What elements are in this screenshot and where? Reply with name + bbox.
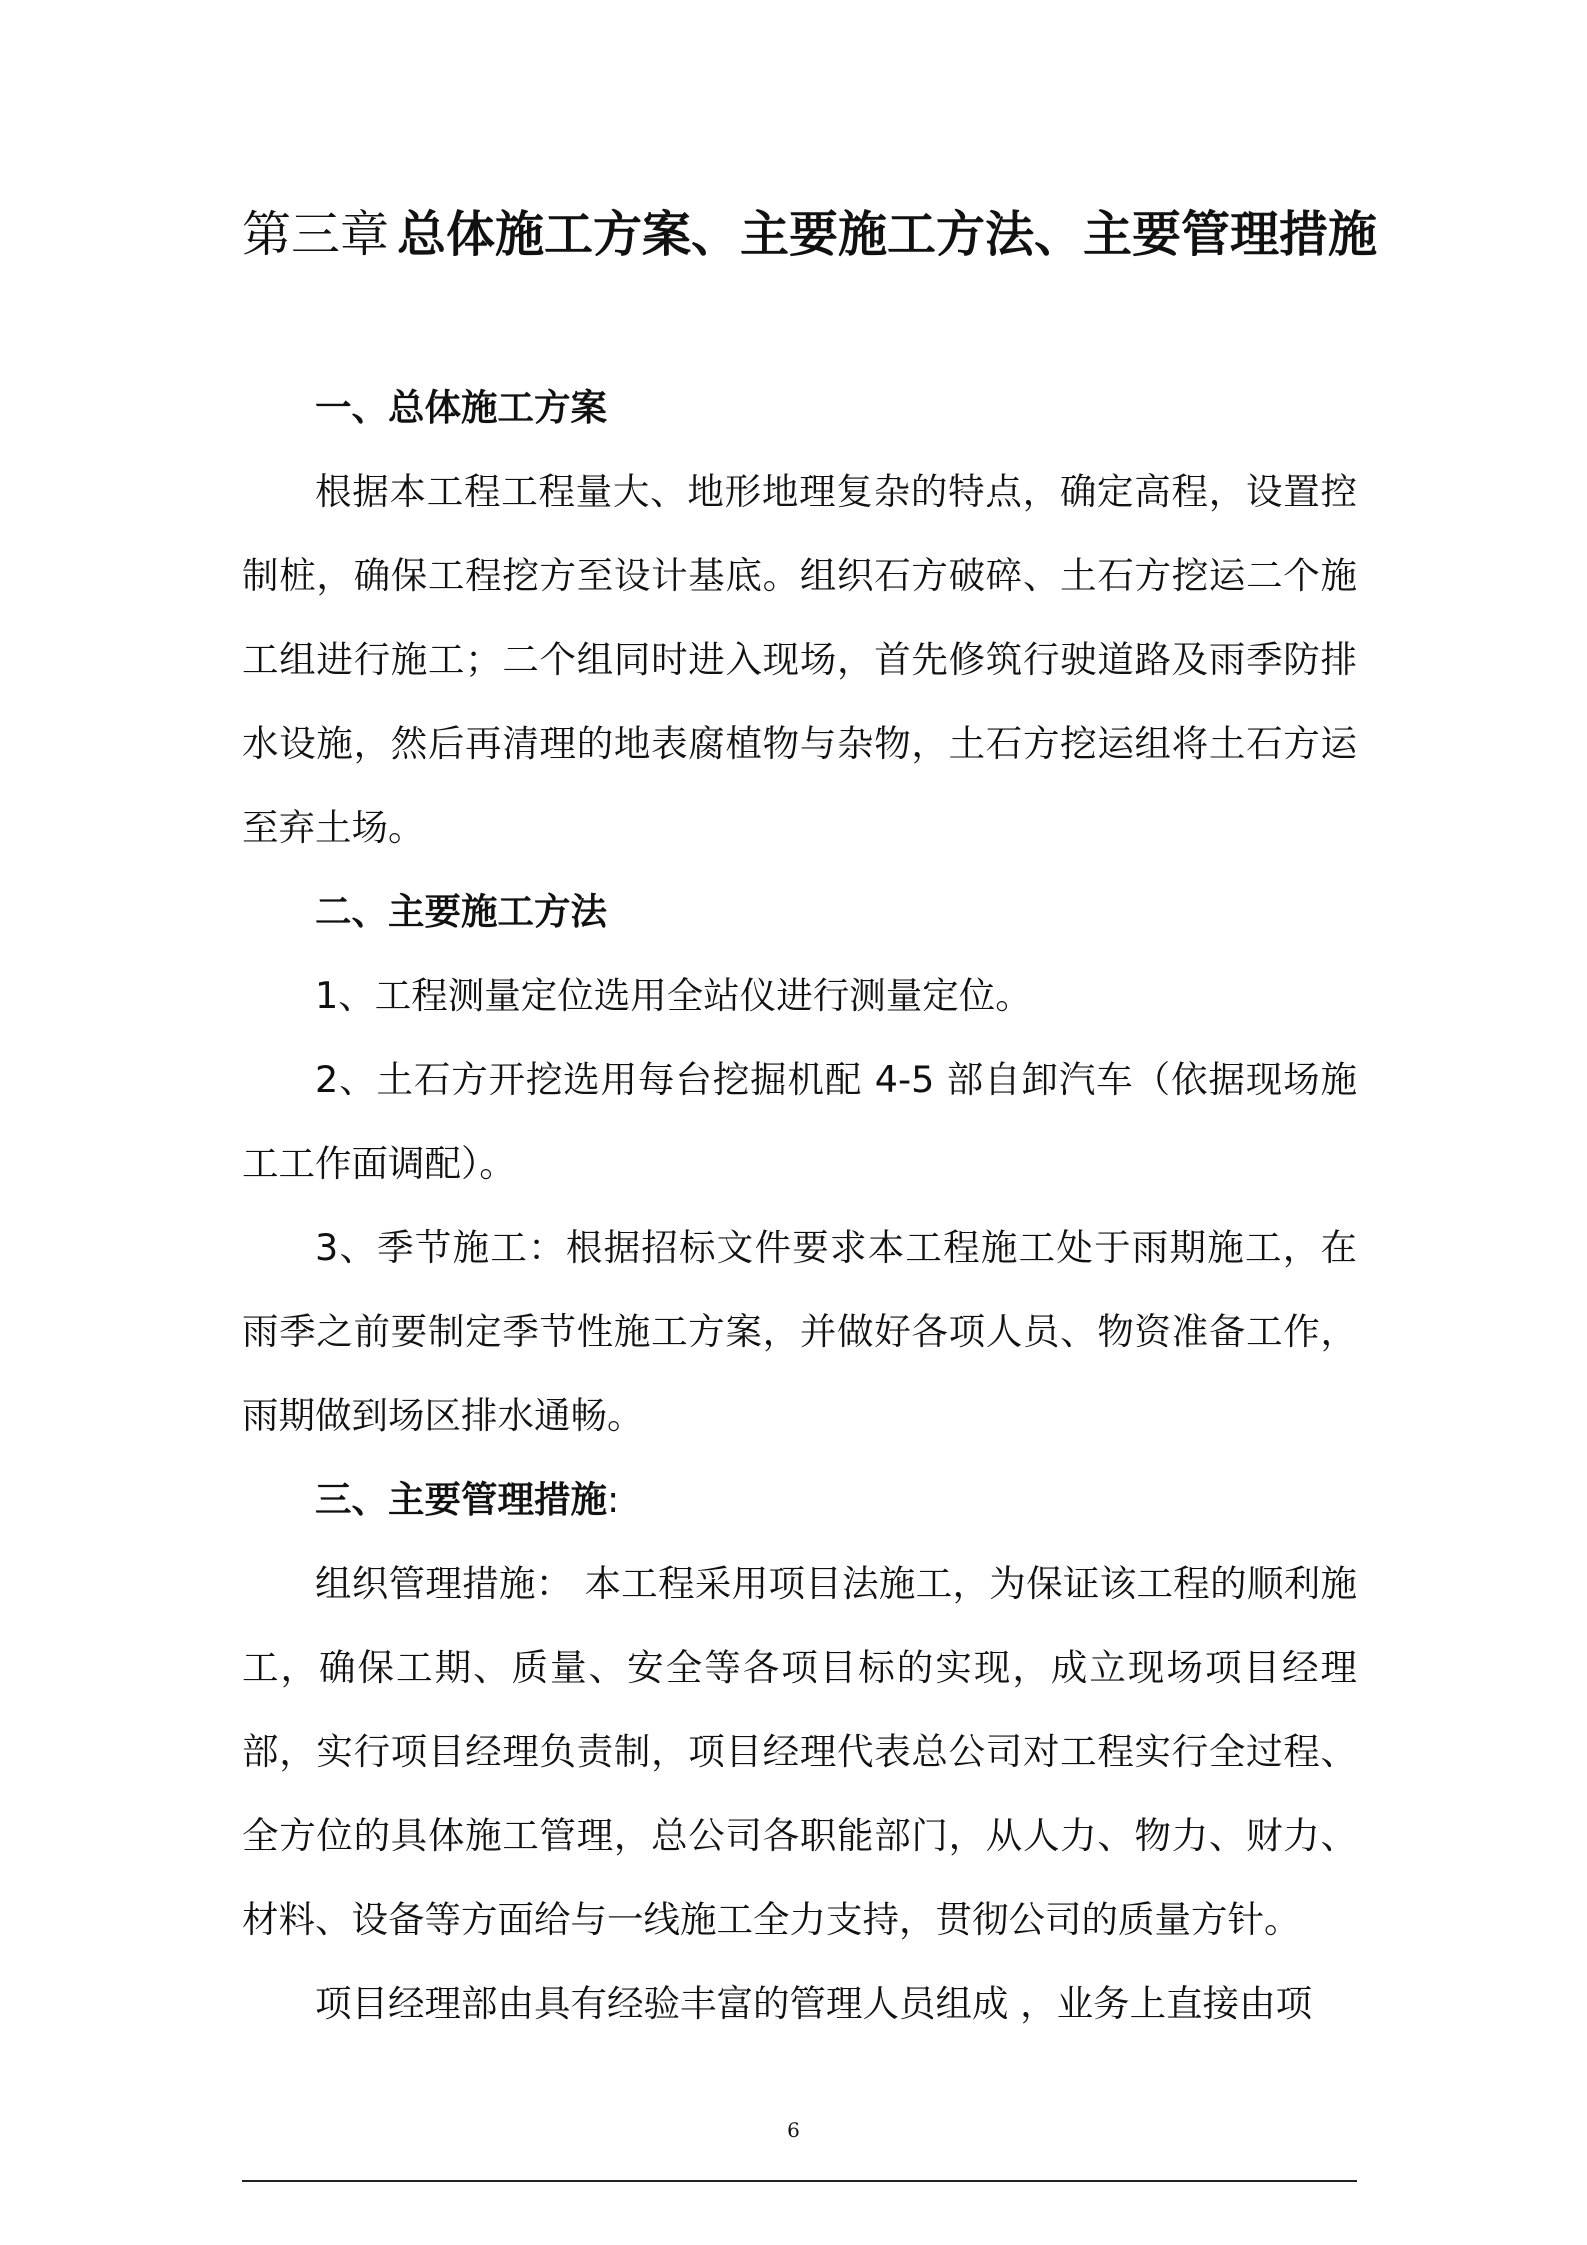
- list-item-surveying: 1、工程测量定位选用全站仪进行测量定位。: [315, 974, 1032, 1017]
- list-item-excavation: 2、土石方开挖选用每台挖掘机配 4-5 部自卸汽车（依据现场施工工作面调配）。: [242, 1058, 1357, 1185]
- paragraph-project-department: 项目经理部由具有经验丰富的管理人员组成 ，业务上直接由项: [315, 1982, 1313, 2025]
- body-text: [242, 366, 1357, 2046]
- footer-divider: [242, 2180, 1357, 2182]
- section-heading-overall-plan: 一、总体施工方案: [315, 386, 607, 429]
- paragraph-organization-measures: 组织管理措施： 本工程采用项目法施工，为保证该工程的顺利施工，确保工期、质量、安全等各项目标的实现，成立现场项目经理部，实行项目经理负责制，项目经理代表总公司对工程实行全过程、全方位的具体施工管理，总公司各职能部门，从人力、物力、财力、材料、设备等方面给与一线施工全力支持，贯彻公司的质量方针。: [242, 1562, 1357, 1941]
- section-heading-construction-methods: 二、主要施工方法: [315, 890, 607, 933]
- list-item-seasonal-construction: 3、季节施工：根据招标文件要求本工程施工处于雨期施工，在雨季之前要制定季节性施工方案，并做好各项人员、物资准备工作，雨期做到场区排水通畅。: [242, 1226, 1357, 1437]
- section-heading-management-label: 三、主要管理措施: [315, 1478, 607, 1521]
- page-number: 6: [787, 2118, 800, 2142]
- chapter-title: [242, 200, 1378, 270]
- chapter-number: 第三章: [242, 206, 390, 263]
- section-heading-colon: :: [607, 1478, 620, 1521]
- paragraph-overall-plan: 根据本工程工程量大、地形地理复杂的特点，确定高程，设置控制桩，确保工程挖方至设计基底。组织石方破碎、土石方挖运二个施工组进行施工；二个组同时进入现场，首先修筑行驶道路及雨季防排水设施，然后再清理的地表腐植物与杂物，土石方挖运组将土石方运至弃土场。: [242, 470, 1357, 849]
- section-heading-management-measures: [242, 1458, 1357, 1542]
- chapter-heading: 总体施工方案、主要施工方法、主要管理措施: [397, 206, 1378, 263]
